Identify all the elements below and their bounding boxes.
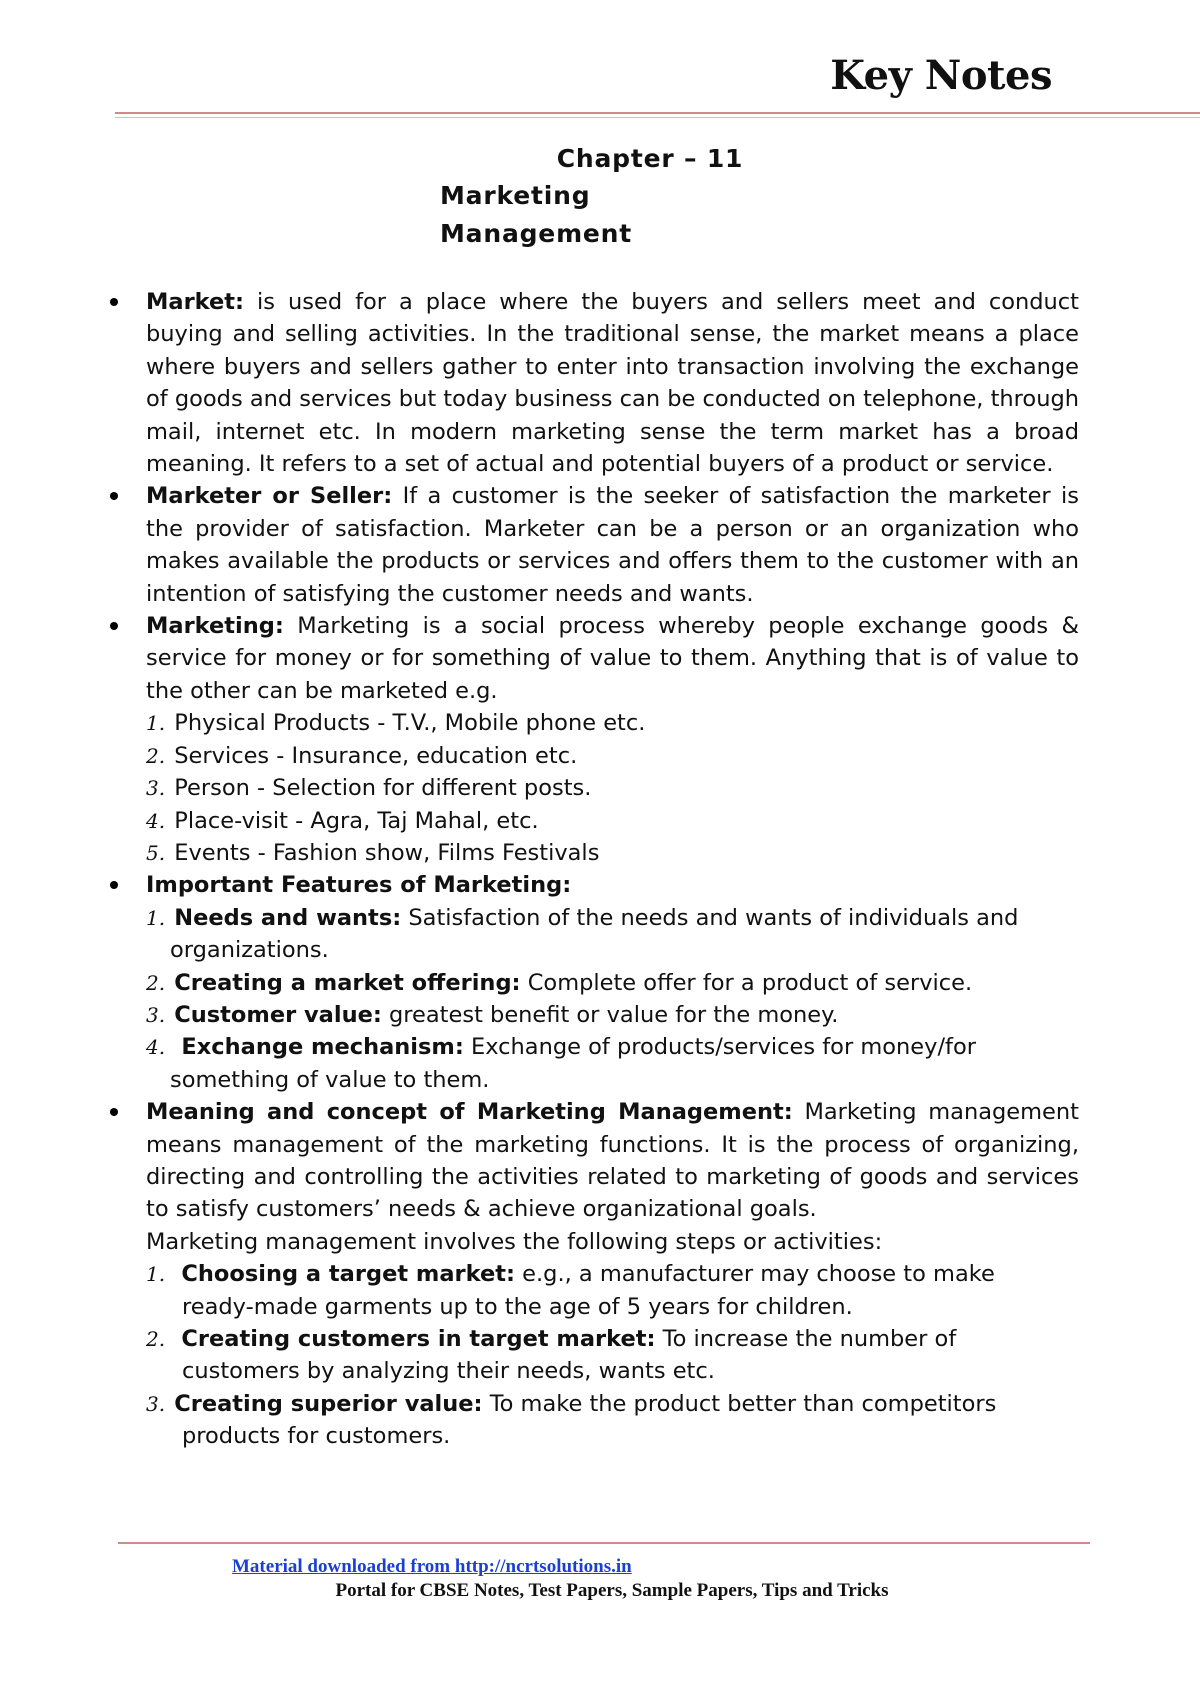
term-management: Meaning and concept of Marketing Management: [146, 1099, 793, 1126]
bullet-features [146, 869, 1079, 901]
list-item: 3. Customer value: greatest benefit or value for the money. [146, 1001, 839, 1028]
chapter-subtitle-line1: Marketing [440, 181, 591, 210]
chapter-title: Chapter – 11 [556, 144, 744, 173]
bullet-management [146, 1096, 1079, 1226]
footer-tagline: Portal for CBSE Notes, Test Papers, Sample Papers, Tips and Tricks [335, 1580, 889, 1601]
list-item: 4. Exchange mechanism: Exchange of products/services for money/for [146, 1034, 976, 1061]
notes-content [146, 286, 1079, 1453]
list-item: 1. Physical Products - T.V., Mobile phone etc. [146, 710, 646, 737]
list-item: 4. Place-visit - Agra, Taj Mahal, etc. [146, 807, 539, 834]
bullet-icon [110, 492, 118, 500]
list-item: 1. Choosing a target market: e.g., a manufacturer may choose to make [146, 1261, 995, 1288]
bullet-icon [110, 622, 118, 630]
header-title: Key Notes [830, 52, 1052, 99]
bullet-marketer [146, 480, 1079, 610]
list-item: 5. Events - Fashion show, Films Festivals [146, 839, 600, 866]
list-item-continuation: organizations. [170, 937, 329, 964]
term-market: Market: [146, 289, 245, 315]
chapter-subtitle-line2: Management [440, 219, 633, 248]
list-item-continuation: ready-made garments up to the age of 5 years for children. [182, 1293, 853, 1320]
text-marketing: Marketing is a social process whereby people exchange goods & service for money or for something of value to them. Anything that is of value to the other can be marketed e.g. [146, 613, 1079, 704]
list-item: 1. Needs and wants: Satisfaction of the needs and wants of individuals and [146, 904, 1019, 931]
text-management: Marketing management means management of the marketing functions. It is the process of organizing, directing and controlling the activities related to marketing of goods and services to satisfy customers’ needs & achieve organizational goals. [146, 1099, 1079, 1223]
list-item: 2. Creating customers in target market: To increase the number of [146, 1326, 957, 1352]
text-marketer: If a customer is the seeker of satisfaction the marketer is the provider of satisfaction. Marketer can be a person or an organization who makes available the products or services and offers them to the customer with an intention of satisfying the customer needs and wants. [146, 483, 1079, 607]
term-marketing: Marketing: [146, 613, 284, 640]
list-item-continuation: customers by analyzing their needs, wants etc. [182, 1358, 715, 1385]
footer-source-link[interactable]: Material downloaded from http://ncrtsolutions.in [232, 1556, 632, 1577]
header-rule [115, 112, 1200, 114]
list-item-continuation: something of value to them. [170, 1066, 490, 1093]
bullet-icon [110, 298, 118, 306]
header-rule-thin [115, 117, 1200, 118]
list-item: 3. Person - Selection for different posts. [146, 775, 592, 802]
bullet-icon [110, 881, 118, 889]
management-intro: Marketing management involves the following steps or activities: [146, 1228, 883, 1255]
list-item: 2. Services - Insurance, education etc. [146, 742, 578, 769]
term-features: Important Features of Marketing: [146, 872, 572, 899]
bullet-market [146, 286, 1079, 480]
bullet-icon [110, 1108, 118, 1116]
text-market: is used for a place where the buyers and sellers meet and conduct buying and selling activities. In the traditional sense, the market means a place where buyers and sellers gather to enter into transaction involving the exchange of goods and services but today business can be conducted on telephone, through mail, internet etc. In modern marketing sense the term market has a broad meaning. It refers to a set of actual and potential buyers of a product or service. [146, 289, 1079, 478]
list-item-continuation: products for customers. [182, 1423, 451, 1450]
list-item: 3. Creating superior value: To make the product better than competitors [146, 1390, 997, 1417]
bullet-marketing [146, 610, 1079, 707]
term-marketer: Marketer or Seller: [146, 483, 393, 510]
footer-rule [118, 1542, 1090, 1544]
list-item: 2. Creating a market offering: Complete offer for a product of service. [146, 969, 973, 996]
